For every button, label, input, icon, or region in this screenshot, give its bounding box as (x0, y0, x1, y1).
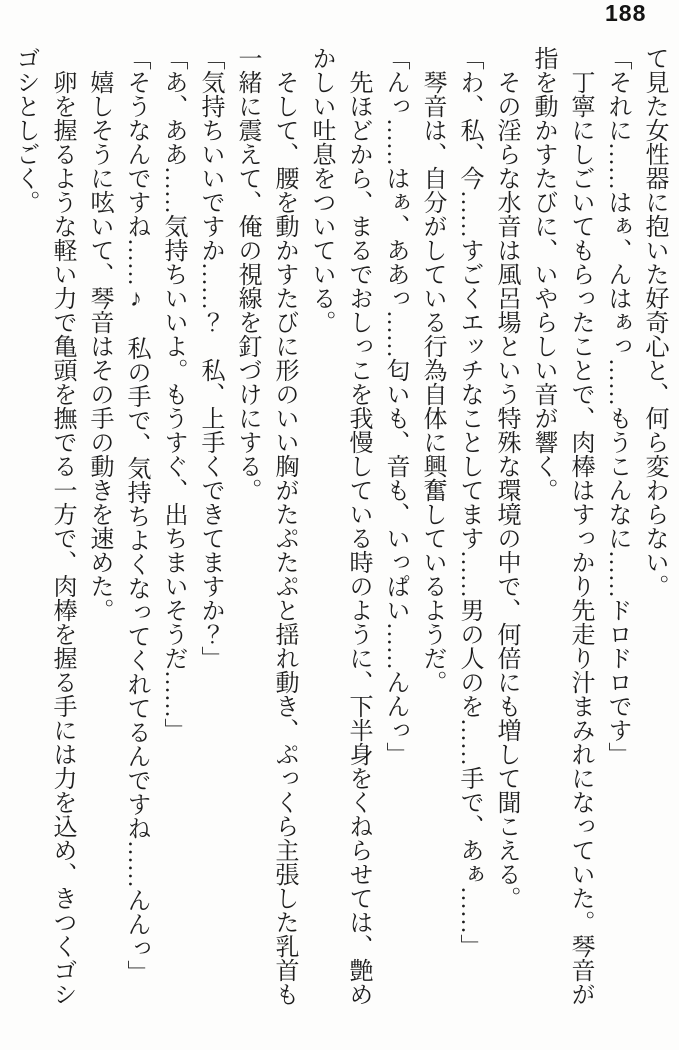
narrative-paragraph: 丁寧にしごいてもらったことで、肉棒はすっかり先走り汁まみれになっていた。琴音が指を動かすたびに、いやらしい音が響く。 (530, 46, 593, 1006)
vertical-text-block (6, 46, 672, 1006)
narrative-paragraph: て見た女性器に抱いた好奇心と、何ら変わらない。 (641, 46, 667, 598)
dialogue-paragraph: 「そうなんですね……♪ 私の手で、気持ちよくなってくれてるんですね……んんっ」 (123, 46, 149, 984)
dialogue-paragraph: 「んっ……はぁ、ああっ……匂いも、音も、いっぱい……んんっ」 (382, 46, 408, 766)
narrative-paragraph: 卵を握るような軽い力で亀頭を撫でる一方で、肉棒を握る手には力を込め、きつくゴシゴシとしごく。 (12, 46, 75, 1006)
dialogue-paragraph: 「それに……はぁ、んはぁっ……もうこんなに……ドロドロです」 (604, 46, 630, 766)
narrative-paragraph: 琴音は、自分がしている行為自体に興奮しているようだ。 (419, 70, 445, 694)
narrative-paragraph: その淫らな水音は風呂場という特殊な環境の中で、何倍にも増して聞こえる。 (493, 70, 519, 910)
dialogue-paragraph: 「あ、ああ……気持ちいいよ。もうすぐ、出ちまいそうだ……」 (160, 46, 186, 742)
narrative-paragraph: そして、腰を動かすたびに形のいい胸がたぷたぷと揺れ動き、ぷっくら主張した乳首も一緒に震えて、俺の視線を釘づけにする。 (234, 46, 297, 1006)
page-number: 188 (605, 0, 647, 26)
dialogue-paragraph: 「気持ちいいですか……？ 私、上手くできてますか？」 (197, 46, 223, 670)
dialogue-paragraph: 「わ、私、今……すごくエッチなことしてます……男の人のを……手で、あぁ……」 (456, 46, 482, 958)
narrative-paragraph: 先ほどから、まるでおしっこを我慢している時のように、下半身をくねらせては、艶めかしい吐息をついている。 (308, 46, 371, 1006)
narrative-paragraph: 嬉しそうに呟いて、琴音はその手の動きを速めた。 (86, 70, 112, 622)
